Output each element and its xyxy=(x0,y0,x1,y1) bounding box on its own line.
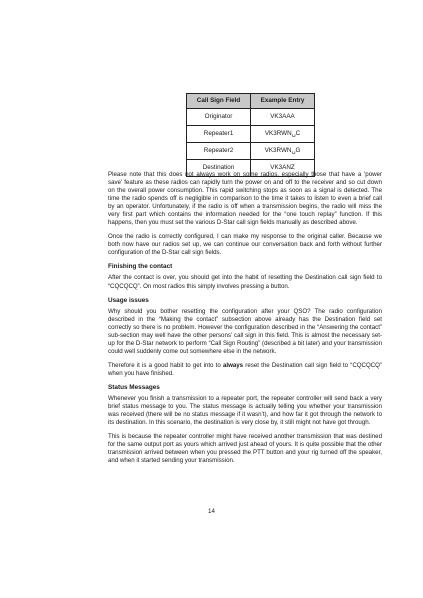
table-cell: Destination xyxy=(187,160,251,177)
table-cell: VK3RWN␣C xyxy=(251,126,315,143)
paragraph: Once the radio is correctly configured, I can make my response to the original caller. Because we both now have our radios set up, we can continue our conversation back and forth without further configuration of the D-Star call sign fields. xyxy=(108,233,382,257)
table-row xyxy=(187,143,315,160)
table-cell: Repeater1 xyxy=(187,126,251,143)
text-run: reset the Destination call sign field to “CQCQCQ” when you have finished. xyxy=(108,361,382,377)
table-header-row xyxy=(187,94,315,109)
table-row xyxy=(187,109,315,126)
emphasis-text: always xyxy=(222,361,244,369)
paragraph xyxy=(108,362,382,378)
table-header-cell: Example Entry xyxy=(251,94,315,109)
paragraph: This is because the repeater controller might have received another transmission that was destined for the same output port as yours which arrived just ahead of yours. It is quite possible that the other transmission arrived between when you pressed the PTT button and your rig turned off the speaker, and when it started sending your transmission. xyxy=(108,433,382,465)
call-sign-table xyxy=(186,93,315,177)
page-number: 14 xyxy=(208,508,215,515)
paragraph: Why should you bother resetting the configuration after your QSO? The radio configuration described in the “Making the contact” subsection above already has the Destination field set correctly so there is no problem. However the configuration described in the “Answering the contact” sub-section may well have the other persons’ call sign in this field. This is almost the necessary set-up for the D-Star network to perform “Call Sign Routing” (described a bit later) and your transmission could well suddenly come out somewhere else in the network. xyxy=(108,307,382,355)
table-cell: VK3RWN␣G xyxy=(251,143,315,160)
paragraph: Please note that this does not always work on some radios, especially those that have a ‘power save’ feature as these radios can rapidly turn the power on and off to the receiver and so cut down on the overall power consumption. This rapid switching stops as soon as a signal is detected. The time the radio spends off is negligible in comparison to the time it takes to listen to even a brief call by an operator. Unfortunately, if the radio is off when a transmission begins, the radio will miss the very first part which contains the information needed for the “one touch replay” function. If this happens, then you must set the various D-Star call sign fields manually as described above. xyxy=(108,171,382,227)
table-row xyxy=(187,126,315,143)
table-cell: Repeater2 xyxy=(187,143,251,160)
section-heading: Usage issues xyxy=(108,296,149,304)
paragraph: Whenever you finish a transmission to a repeater port, the repeater controller will send back a very brief status message to you. The status message is actually telling you whether your transmission was received (there will be no status message if it wasn’t), and how far it got through the network to its destination. In this scenario, the destination is very close by, it still might not have got through. xyxy=(108,394,382,427)
section-heading: Finishing the contact xyxy=(108,263,173,271)
table-cell: VK3AAA xyxy=(251,109,315,126)
body-text xyxy=(108,171,382,471)
section-heading: Status Messages xyxy=(108,383,160,391)
paragraph: After the contact is over, you should get into the habit of resetting the Destination call sign field to “CQCQCQ”. On most radios this simply involves pressing a button. xyxy=(108,274,382,290)
text-run: Therefore it is a good habit to get into to xyxy=(108,361,223,369)
table-cell: Originator xyxy=(187,109,251,126)
table-header-cell: Call Sign Field xyxy=(187,94,251,109)
table-cell: VK3ANZ xyxy=(251,160,315,177)
